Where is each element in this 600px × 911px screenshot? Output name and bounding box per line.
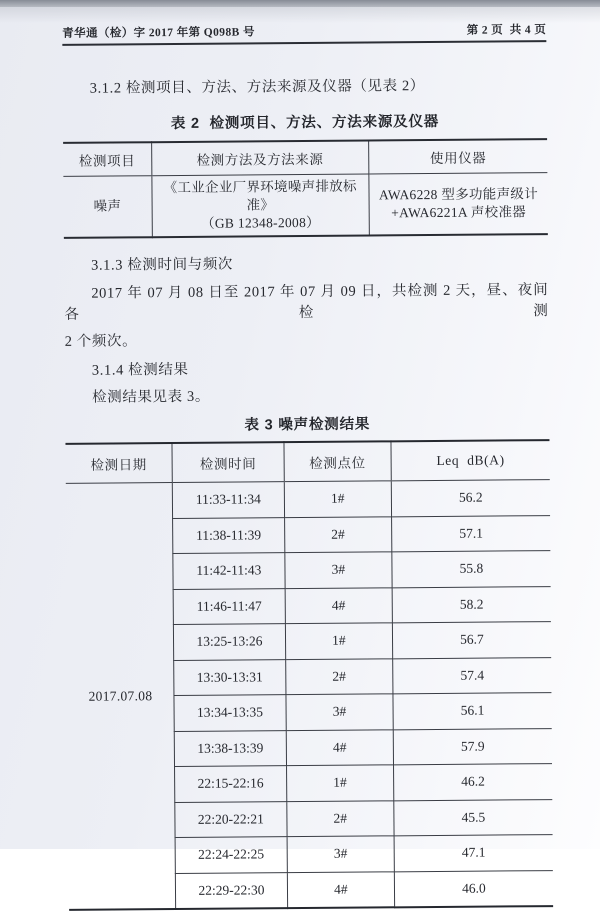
method-line-2: （GB 12348-2008） (200, 214, 320, 231)
leq-cell: 58.2 (392, 586, 551, 623)
leq-cell: 56.2 (391, 480, 550, 517)
point-cell: 3# (287, 836, 394, 872)
table3-header-time: 检测时间 (172, 442, 284, 482)
section-heading-3-1-3: 3.1.3 检测时间与频次 (91, 256, 234, 274)
table3-noise-results (65, 439, 553, 911)
instrument-line-2: +AWA6221A 声校准器 (391, 204, 527, 221)
table2-cell-method (152, 174, 370, 237)
time-cell: 13:38-13:39 (174, 730, 286, 766)
point-cell: 1# (285, 623, 392, 659)
point-cell: 2# (287, 800, 394, 836)
table3-header-leq: Leq dB(A) (391, 440, 550, 481)
table2-header-row (63, 139, 547, 176)
leq-cell: 47.1 (394, 835, 553, 872)
point-cell: 3# (286, 694, 393, 730)
table-row (66, 480, 550, 519)
time-cell: 22:24-22:25 (175, 837, 287, 873)
section-heading-3-1-2: 3.1.2 检测项目、方法、方法来源及仪器（见表 2） (89, 78, 425, 97)
point-cell: 3# (285, 552, 392, 588)
leq-cell: 46.0 (462, 880, 486, 896)
paragraph-3-1-3-line2: 2 个频次。 (64, 333, 138, 350)
table2-header-instrument: 使用仪器 (368, 139, 547, 174)
leq-cell: 55.8 (392, 551, 551, 588)
paragraph-3-1-3-line1: 2017 年 07 月 08 日至 2017 年 07 月 09 日，共检测 2 天，昼、夜间各检测 (64, 282, 549, 323)
leq-cell: 56.1 (393, 693, 552, 730)
time-cell: 11:38-11:39 (173, 517, 285, 553)
paragraph-3-1-4: 检测结果见表 3。 (92, 388, 210, 406)
leq-cell: 57.4 (393, 657, 552, 694)
time-cell: 13:34-13:35 (174, 695, 286, 731)
table3-title: 表 3 噪声检测结果 (244, 416, 371, 434)
point-cell: 4# (285, 587, 392, 623)
leq-cell: 46.2 (393, 764, 552, 801)
section-heading-3-1-4: 3.1.4 检测结果 (91, 361, 189, 379)
leq-cell: 56.7 (392, 622, 551, 659)
date-cell: 2017.07.08 (66, 483, 176, 910)
time-cell: 13:30-13:31 (174, 659, 286, 695)
table2-header-method: 检测方法及方法来源 (151, 140, 368, 175)
table2-header-item: 检测项目 (63, 142, 151, 176)
table2-title: 表 2 检测项目、方法、方法来源及仪器 (170, 113, 440, 133)
table3-header-date: 检测日期 (65, 443, 172, 483)
table2-cell-item: 噪声 (93, 198, 122, 214)
time-cell: 11:42-11:43 (173, 553, 285, 589)
leq-cell: 57.9 (393, 728, 552, 765)
page-content (62, 0, 553, 911)
point-cell: 1# (284, 481, 391, 517)
leq-cell: 57.1 (391, 515, 550, 552)
page-indicator: 第 2 页 共 4 页 (466, 24, 547, 37)
point-cell: 2# (285, 658, 392, 694)
page-header (62, 0, 546, 46)
table2-methods-instruments (63, 138, 548, 239)
leq-cell: 45.5 (394, 799, 553, 836)
time-cell: 22:20-22:21 (175, 801, 287, 837)
point-cell: 1# (286, 765, 393, 801)
table3-header-row (65, 440, 549, 483)
time-cell: 13:25-13:26 (173, 624, 285, 660)
time-cell: 22:29-22:30 (175, 872, 287, 909)
instrument-line-1: AWA6228 型多功能声级计 (378, 186, 539, 203)
time-cell: 11:33-11:34 (172, 482, 284, 518)
document-number: 青华通（检）字 2017 年第 Q098B 号 (62, 26, 255, 40)
method-line-1: 《工业企业厂界环境噪声排放标准》 (163, 178, 357, 213)
point-cell: 4# (286, 729, 393, 765)
table2-data-row (63, 173, 547, 238)
table2-cell-instrument (369, 173, 548, 236)
time-cell: 22:15-22:16 (175, 766, 287, 802)
time-cell: 11:46-11:47 (173, 588, 285, 624)
point-cell: 4# (287, 871, 394, 908)
table3-header-point: 检测点位 (284, 441, 391, 481)
point-cell: 2# (284, 516, 391, 552)
